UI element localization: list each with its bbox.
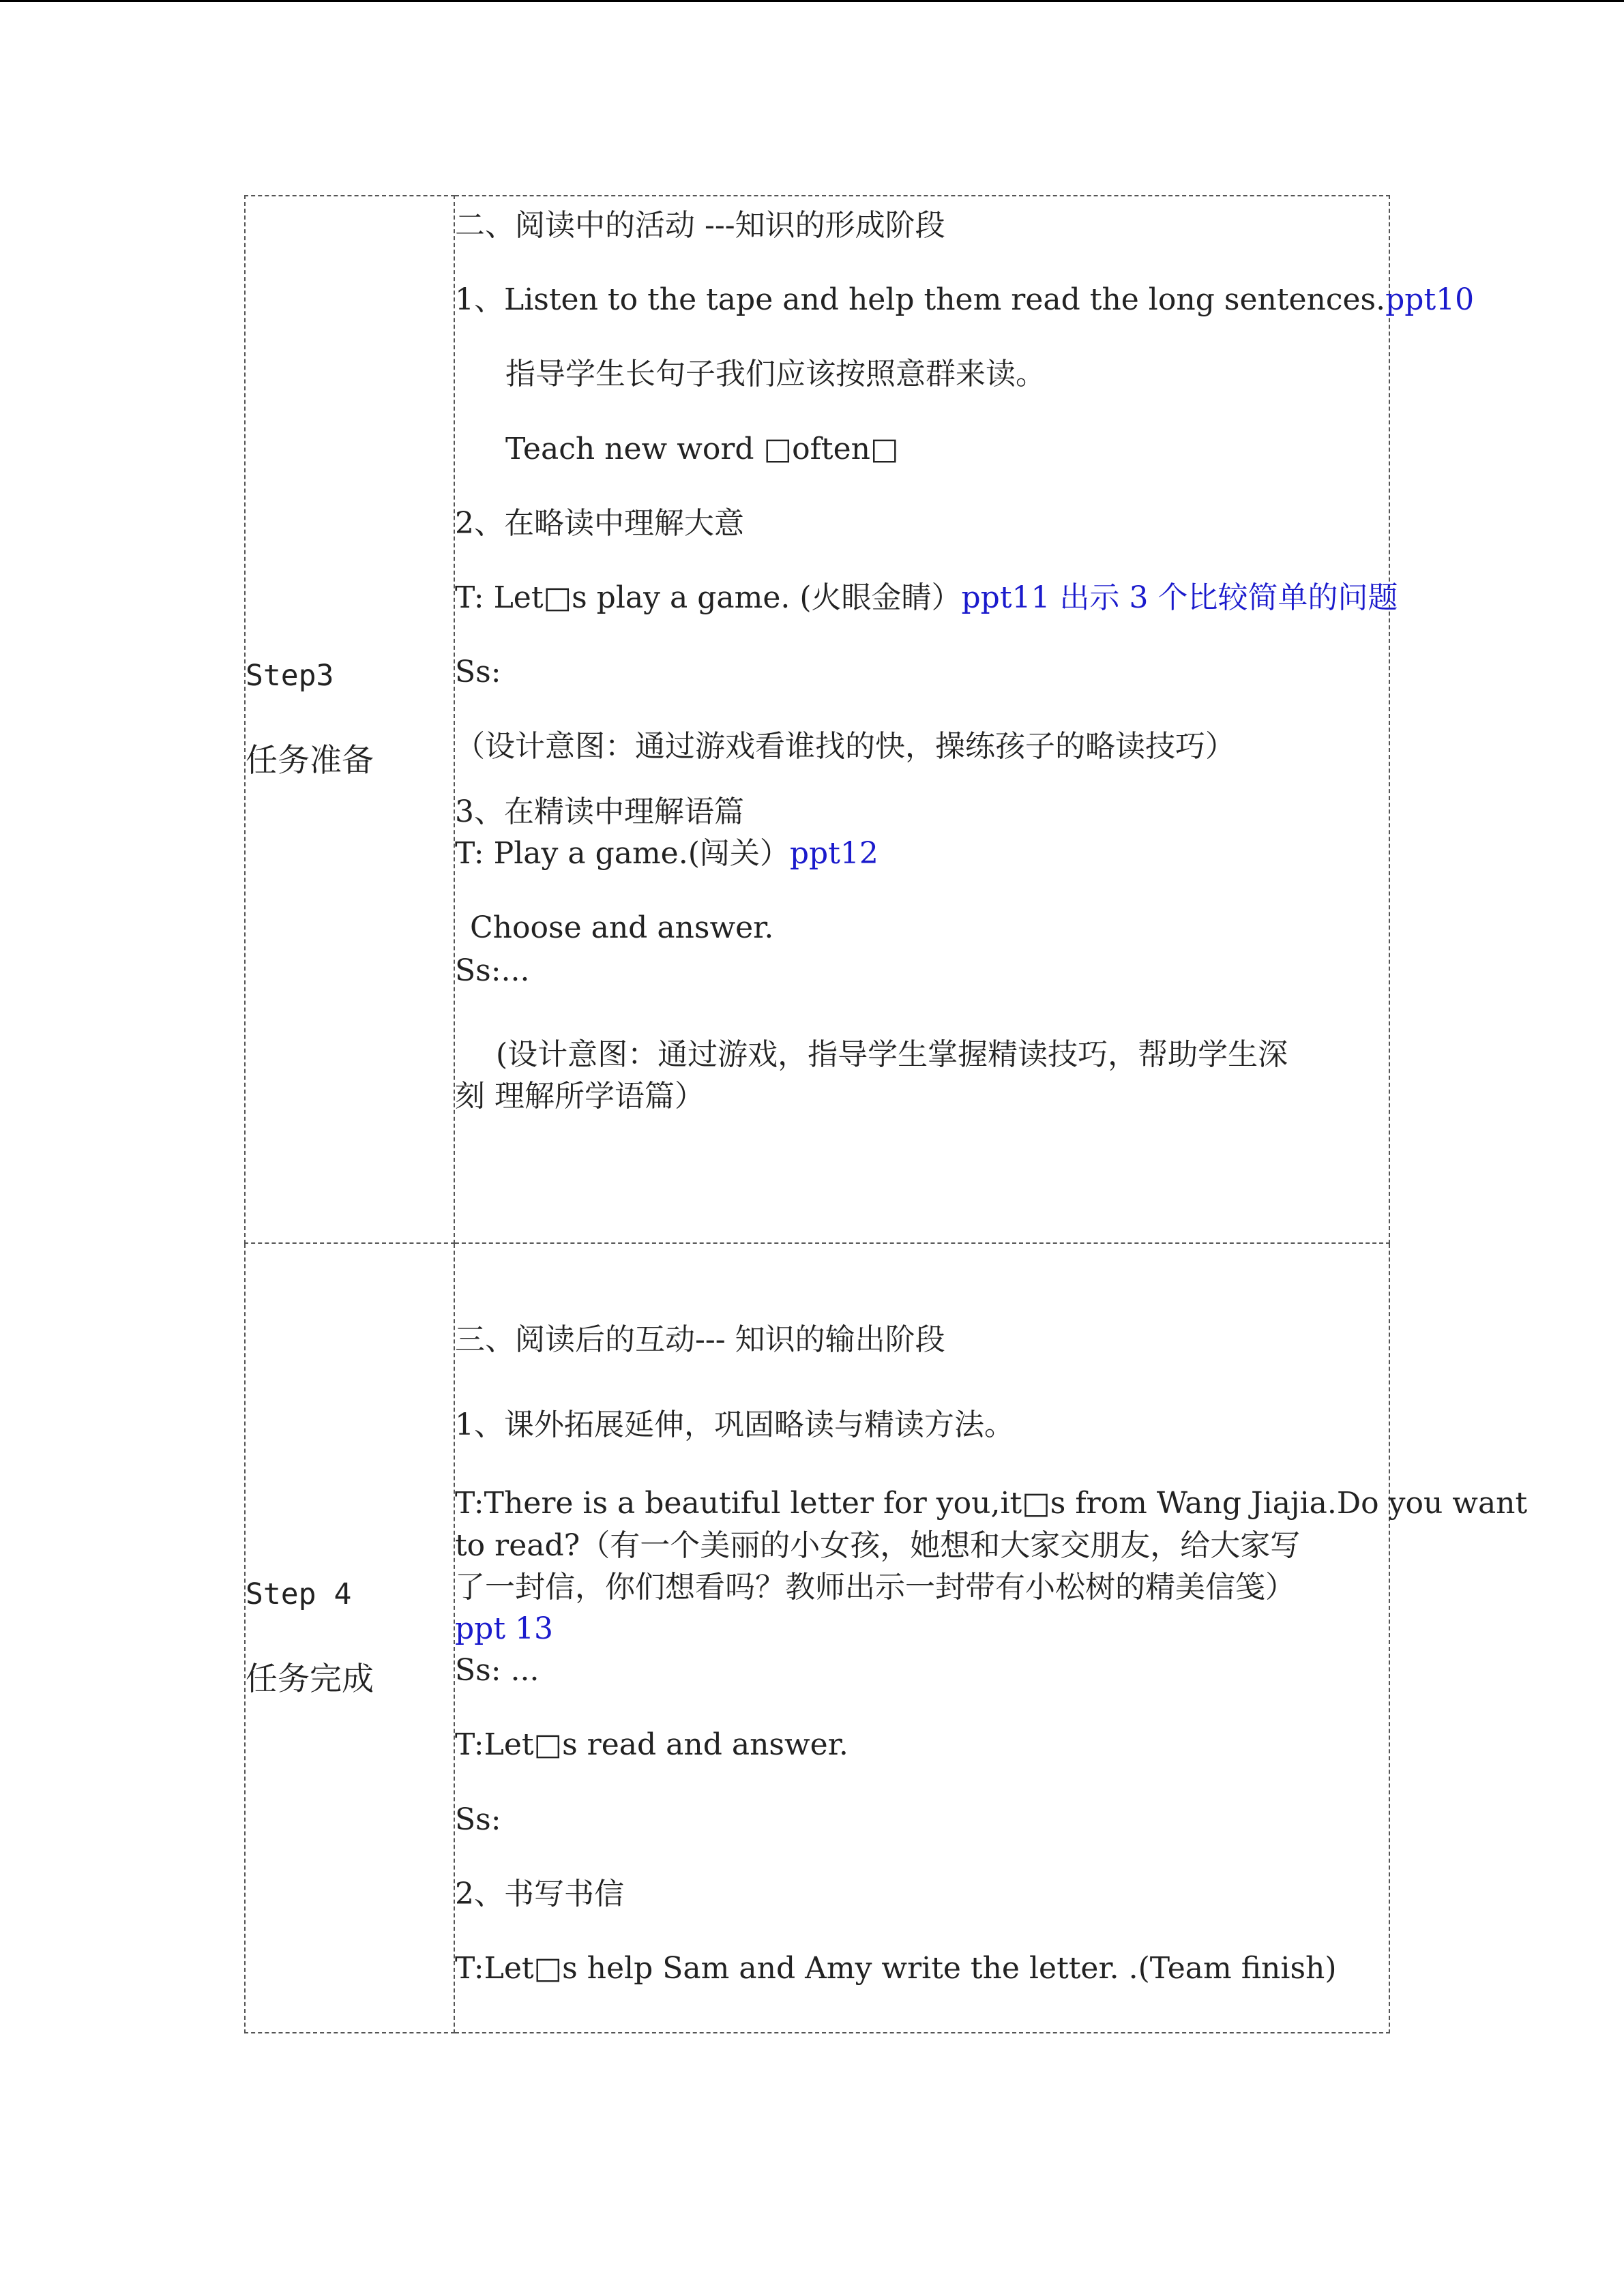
content-line (455, 578, 1398, 617)
line-text: T: Let□s play a game. (火眼金睛） (455, 580, 962, 615)
line-text: T: Play a game.(闯关） (455, 835, 790, 871)
content-line (455, 1035, 1389, 1074)
slide-reference: ppt 13 (455, 1611, 553, 1646)
content-line (455, 1875, 1389, 1913)
step4-name: Step 4 (246, 1577, 352, 1611)
step3-lines (455, 196, 1475, 1116)
line-text: 刻 理解所学语篇） (455, 1079, 705, 1114)
content-line (455, 1800, 1389, 1839)
content-line (455, 1651, 1389, 1690)
step4-content-cell (454, 1243, 1528, 2033)
line-text: Ss: ... (455, 1653, 540, 1688)
table-row-step4 (245, 1243, 1389, 2033)
line-text: Teach new word □often□ (505, 431, 899, 466)
line-text: Ss: (455, 1802, 501, 1837)
line-text: Ss:... (455, 953, 530, 989)
step4-task: 任务完成 (246, 1660, 374, 1699)
content-line (455, 951, 1389, 990)
content-line (455, 1609, 1389, 1648)
step3-name: Step3 (246, 658, 334, 693)
step3-task: 任务准备 (246, 742, 374, 780)
content-line (455, 1526, 1389, 1565)
line-text: （设计意图：通过游戏看谁找的快，操练孩子的略读技巧） (455, 729, 1235, 764)
content-line (455, 653, 1389, 691)
content-line (455, 1725, 1389, 1764)
step4-lines (455, 1244, 1528, 1988)
content-line (455, 206, 1389, 245)
slide-reference: ppt12 (789, 835, 879, 871)
line-text: 指导学生长句子我们应该按照意群来读。 (505, 357, 1046, 392)
content-line (455, 727, 1389, 766)
line-text: 1、课外拓展延伸，巩固略读与精读方法。 (455, 1407, 1014, 1443)
content-line (455, 1484, 1528, 1523)
line-text: Choose and answer. (470, 910, 774, 945)
content-line (455, 1077, 1389, 1116)
content-line (455, 908, 1389, 947)
line-text: 了一封信，你们想看吗？教师出示一封带有小松树的精美信笺） (455, 1569, 1295, 1605)
step3-label-cell (245, 196, 454, 1243)
content-line (455, 504, 1389, 543)
line-text: 2、在略读中理解大意 (455, 505, 744, 541)
content-line (455, 430, 1389, 468)
page-top-rule (0, 0, 1624, 2)
line-text: Ss: (455, 655, 501, 690)
step4-label-cell (245, 1243, 454, 2033)
content-line (455, 1320, 1389, 1359)
step3-content-cell (454, 196, 1475, 1243)
line-text: 1、Listen to the tape and help them read the long sentences. (455, 282, 1386, 318)
line-text: 2、书写书信 (455, 1876, 624, 1911)
lesson-plan-table (244, 195, 1528, 2033)
content-line (455, 355, 1389, 393)
content-line (455, 792, 1389, 831)
line-text: 3、在精读中理解语篇 (455, 794, 744, 829)
content-line (455, 280, 1475, 319)
line-text: (设计意图：通过游戏，指导学生掌握精读技巧，帮助学生深 (496, 1037, 1288, 1073)
slide-reference: ppt10 (1385, 282, 1475, 318)
content-line (455, 1405, 1389, 1444)
content-line (455, 834, 1389, 873)
content-line (455, 1568, 1389, 1607)
line-text: T:There is a beautiful letter for you,it□s from Wang Jiajia.Do you want (455, 1486, 1528, 1521)
content-line (455, 1949, 1389, 1988)
line-text: T:Let□s read and answer. (455, 1727, 848, 1763)
line-text: to read?（有一个美丽的小女孩，她想和大家交朋友，给大家写 (455, 1527, 1301, 1563)
slide-reference: ppt11 出示 3 个比较简单的问题 (961, 580, 1398, 615)
table-row-step3 (245, 196, 1389, 1243)
line-text: 二、阅读中的活动 ---知识的形成阶段 (455, 208, 945, 243)
line-text: 三、阅读后的互动--- 知识的输出阶段 (455, 1322, 945, 1357)
line-text: T:Let□s help Sam and Amy write the letter. .(Team finish) (455, 1950, 1337, 1986)
